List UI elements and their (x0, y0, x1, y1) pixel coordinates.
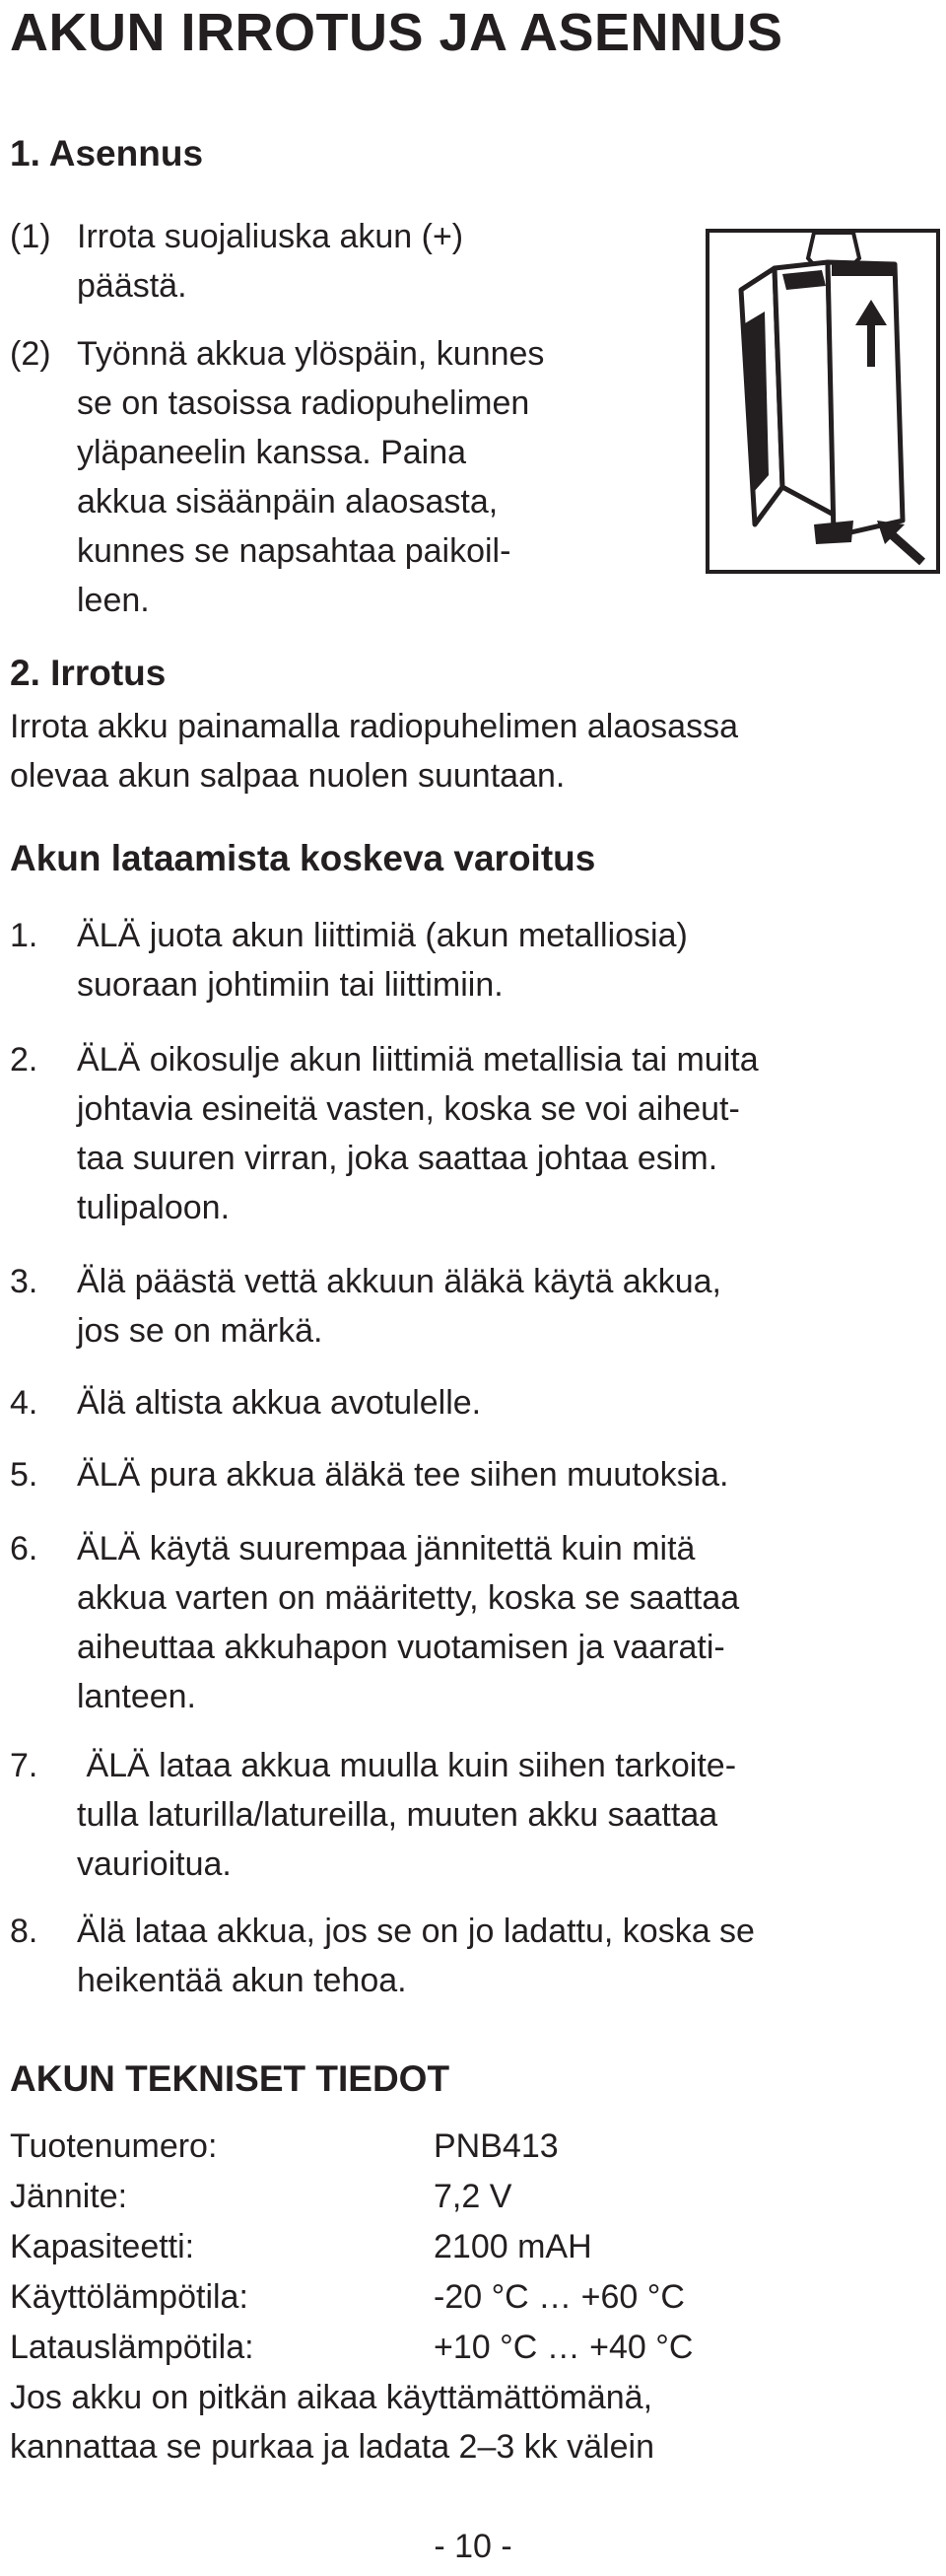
step-line: kunnes se napsahtaa paikoil- (77, 532, 511, 570)
item-line: akkua varten on määritetty, koska se saattaa (77, 1579, 740, 1617)
step-line: päästä. (77, 267, 187, 305)
item-line: Älä päästä vettä akkuun äläkä käytä akkua, (77, 1263, 721, 1300)
note-line: Jos akku on pitkän aikaa käyttämättömänä, (10, 2379, 653, 2416)
item-line: aiheuttaa akkuhapon vuotamisen ja vaarati- (77, 1629, 725, 1666)
item-line: Älä altista akkua avotulelle. (77, 1384, 482, 1422)
step-line: leen. (77, 582, 150, 619)
item-line: Älä lataa akkua, jos se on jo ladattu, koska se (77, 1913, 755, 1950)
item-number: 7. (10, 1747, 38, 1784)
item-line: ÄLÄ oikosulje akun liittimiä metallisia tai muita (77, 1041, 759, 1079)
item-number: 6. (10, 1530, 38, 1567)
item-line: ÄLÄ juota akun liittimiä (akun metalliosia) (77, 917, 688, 954)
item-line: johtavia esineitä vasten, koska se voi aiheut- (77, 1090, 740, 1128)
step-line: se on tasoissa radiopuhelimen (77, 384, 530, 422)
page-number: - 10 - (434, 2528, 512, 2565)
removal-heading: 2. Irrotus (10, 653, 167, 693)
spec-label: Tuotenumero: (10, 2127, 218, 2165)
item-line: vaurioitua. (77, 1845, 232, 1883)
step-line: Työnnä akkua ylöspäin, kunnes (77, 335, 545, 373)
item-line: tulla laturilla/latureilla, muuten akku saattaa (77, 1796, 718, 1834)
note-line: kannattaa se purkaa ja ladata 2–3 kk välein (10, 2428, 655, 2466)
removal-text (10, 702, 738, 801)
step-line: akkua sisäänpäin alaosasta, (77, 483, 499, 521)
spec-value: 2100 mAH (434, 2228, 592, 2265)
page-title: AKUN IRROTUS JA ASENNUS (10, 3, 783, 62)
item-line: ÄLÄ pura akkua äläkä tee siihen muutoksia. (77, 1456, 729, 1494)
spec-label: Jännite: (10, 2178, 128, 2215)
step-line: yläpaneelin kanssa. Paina (77, 434, 467, 471)
item-line: lanteen. (77, 1678, 196, 1715)
item-line: jos se on märkä. (77, 1312, 323, 1350)
spec-label: Latauslämpötila: (10, 2329, 254, 2366)
installation-heading: 1. Asennus (10, 133, 204, 174)
spec-value: PNB413 (434, 2127, 559, 2165)
specs-note (10, 2373, 654, 2472)
item-line: tulipaloon. (77, 1189, 231, 1226)
step-number: (2) (10, 335, 51, 373)
item-number: 4. (10, 1384, 38, 1422)
text-line: olevaa akun salpaa nuolen suuntaan. (10, 757, 566, 795)
item-line: suoraan johtimiin tai liittimiin. (77, 966, 504, 1004)
item-number: 1. (10, 917, 38, 954)
spec-value: +10 °C … +40 °C (434, 2329, 694, 2366)
item-line: taa suuren virran, joka saattaa johtaa esim. (77, 1140, 718, 1177)
item-line: ÄLÄ lataa akkua muulla kuin siihen tarkoite- (77, 1747, 737, 1784)
step-line: Irrota suojaliuska akun (+) (77, 218, 464, 255)
spec-label: Kapasiteetti: (10, 2228, 195, 2265)
item-number: 3. (10, 1263, 38, 1300)
spec-value: 7,2 V (434, 2178, 512, 2215)
item-number: 2. (10, 1041, 38, 1079)
warning-heading: Akun lataamista koskeva varoitus (10, 838, 596, 878)
item-line: ÄLÄ käytä suurempaa jännitettä kuin mitä (77, 1530, 696, 1567)
item-line: heikentää akun tehoa. (77, 1962, 407, 1999)
step-number: (1) (10, 218, 51, 255)
item-number: 8. (10, 1913, 38, 1950)
text-line: Irrota akku painamalla radiopuhelimen alaosassa (10, 708, 738, 745)
spec-label: Käyttölämpötila: (10, 2278, 248, 2316)
spec-value: -20 °C … +60 °C (434, 2278, 685, 2316)
battery-installation-illustration (706, 229, 940, 574)
specs-heading: AKUN TEKNISET TIEDOT (10, 2058, 450, 2099)
item-number: 5. (10, 1456, 38, 1494)
